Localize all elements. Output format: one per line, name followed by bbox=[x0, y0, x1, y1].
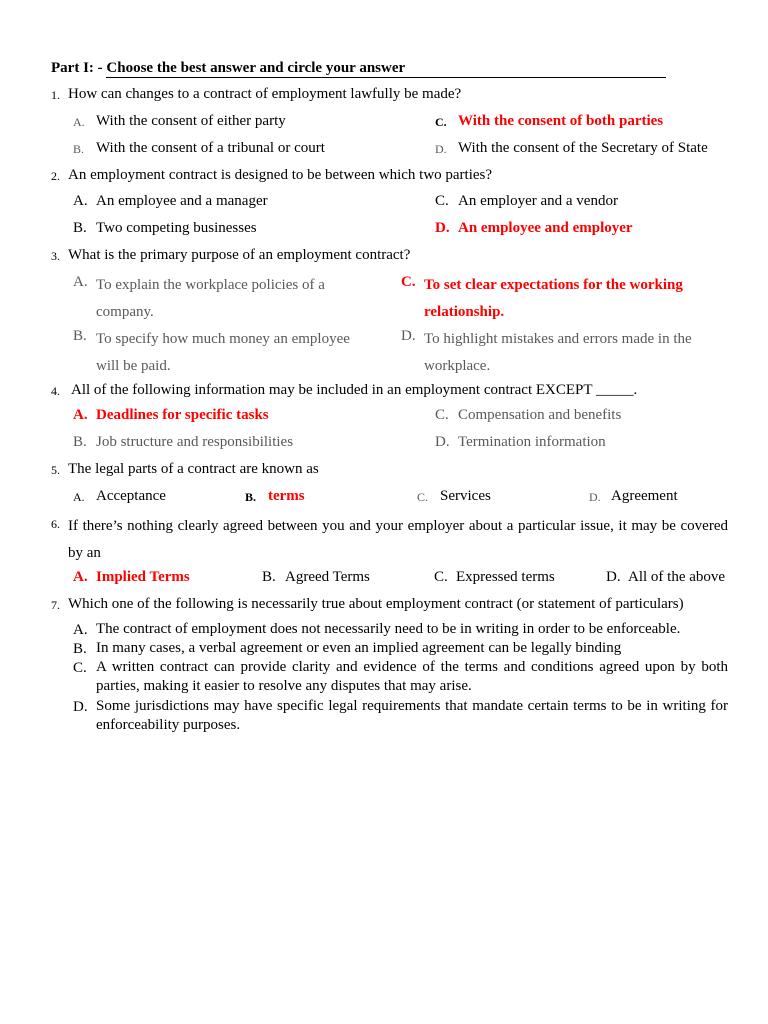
option-letter: D. bbox=[606, 569, 621, 585]
question-text: The legal parts of a contract are known as bbox=[68, 461, 319, 477]
option-letter: A. bbox=[73, 193, 88, 209]
option-text: With the consent of either party bbox=[96, 113, 286, 129]
question-number: 5. bbox=[51, 463, 60, 477]
option-text: To highlight mistakes and errors made in the workplace. bbox=[424, 331, 692, 374]
question-number: 7. bbox=[51, 598, 60, 612]
question-number: 1. bbox=[51, 88, 60, 102]
option-letter: B. bbox=[73, 434, 87, 450]
option-text: All of the above bbox=[628, 569, 726, 585]
heading-prefix: Part I: - bbox=[51, 60, 107, 76]
option-letter: D. bbox=[435, 434, 450, 450]
question-number: 2. bbox=[51, 169, 60, 183]
option-text: With the consent of the Secretary of State bbox=[458, 140, 708, 156]
option-text: Expressed terms bbox=[456, 569, 555, 585]
correct-answer: To set clear expectations for the working relationship. bbox=[424, 277, 683, 320]
option-letter: D. bbox=[589, 490, 601, 504]
option-text: To specify how much money an employee will be paid. bbox=[96, 331, 350, 374]
option-letter: B. bbox=[262, 569, 276, 585]
option-letter: C. bbox=[73, 660, 87, 676]
option-text: In many cases, a verbal agreement or even an implied agreement can be legally binding bbox=[96, 640, 622, 656]
question-text: An employment contract is designed to be between which two parties? bbox=[68, 167, 493, 183]
option-letter: A. bbox=[73, 115, 85, 129]
option-letter: A. bbox=[73, 622, 88, 638]
option-letter: C. bbox=[417, 490, 429, 504]
option-text: Acceptance bbox=[96, 488, 166, 504]
option-text: A written contract can provide clarity and evidence of the terms and conditions agreed upon by both parties, making it easier to resolve any disputes that may arise. bbox=[96, 659, 728, 694]
option-letter: B. bbox=[73, 641, 87, 657]
option-letter: A. bbox=[73, 569, 88, 585]
option-letter: C. bbox=[435, 115, 447, 129]
question-text: How can changes to a contract of employment lawfully be made? bbox=[68, 86, 462, 102]
option-letter: C. bbox=[401, 274, 416, 290]
option-letter: A. bbox=[73, 274, 88, 290]
option-letter: C. bbox=[435, 407, 449, 423]
option-letter: C. bbox=[435, 193, 449, 209]
question-number: 3. bbox=[51, 249, 60, 263]
option-text: The contract of employment does not necessarily need to be in writing in order to be enforceable. bbox=[96, 621, 681, 637]
question-text: What is the primary purpose of an employment contract? bbox=[68, 247, 411, 263]
option-text: Termination information bbox=[458, 434, 606, 450]
correct-answer: Implied Terms bbox=[96, 569, 190, 585]
heading-instruction: Choose the best answer and circle your answer bbox=[106, 60, 666, 78]
option-letter: D. bbox=[73, 699, 88, 715]
option-text: An employer and a vendor bbox=[458, 193, 618, 209]
question-number: 6. bbox=[51, 517, 60, 531]
option-text: Job structure and responsibilities bbox=[96, 434, 294, 450]
option-letter: A. bbox=[73, 490, 85, 504]
option-letter: B. bbox=[73, 142, 85, 156]
question-text: Which one of the following is necessarily true about employment contract (or statement of particulars) bbox=[68, 596, 684, 612]
section-heading bbox=[51, 58, 666, 78]
correct-answer: An employee and employer bbox=[458, 220, 633, 236]
option-text: Agreement bbox=[611, 488, 678, 504]
correct-answer: terms bbox=[268, 488, 305, 504]
question-number: 4. bbox=[51, 384, 60, 398]
option-text: An employee and a manager bbox=[96, 193, 268, 209]
option-letter: C. bbox=[434, 569, 448, 585]
option-letter: A. bbox=[73, 407, 88, 423]
question-text: All of the following information may be included in an employment contract EXCEPT _____. bbox=[71, 382, 638, 398]
option-letter: B. bbox=[73, 220, 87, 236]
option-text: With the consent of a tribunal or court bbox=[96, 140, 325, 156]
question-text: If there’s nothing clearly agreed between you and your employer about a particular issue, it may be covered by an bbox=[68, 518, 728, 561]
option-text: Compensation and benefits bbox=[458, 407, 622, 423]
option-text: Two competing businesses bbox=[96, 220, 257, 236]
correct-answer: With the consent of both parties bbox=[458, 113, 664, 129]
option-text: Agreed Terms bbox=[285, 569, 370, 585]
option-letter: B. bbox=[245, 490, 257, 504]
correct-answer: Deadlines for specific tasks bbox=[96, 407, 269, 423]
option-letter: D. bbox=[401, 328, 416, 344]
option-letter: D. bbox=[435, 142, 447, 156]
option-text: Some jurisdictions may have specific legal requirements that mandate certain terms to be in writing for enforceability purposes. bbox=[96, 698, 728, 733]
option-text: Services bbox=[440, 488, 491, 504]
option-text: To explain the workplace policies of a company. bbox=[96, 277, 325, 320]
option-letter: D. bbox=[435, 220, 450, 236]
option-letter: B. bbox=[73, 328, 87, 344]
